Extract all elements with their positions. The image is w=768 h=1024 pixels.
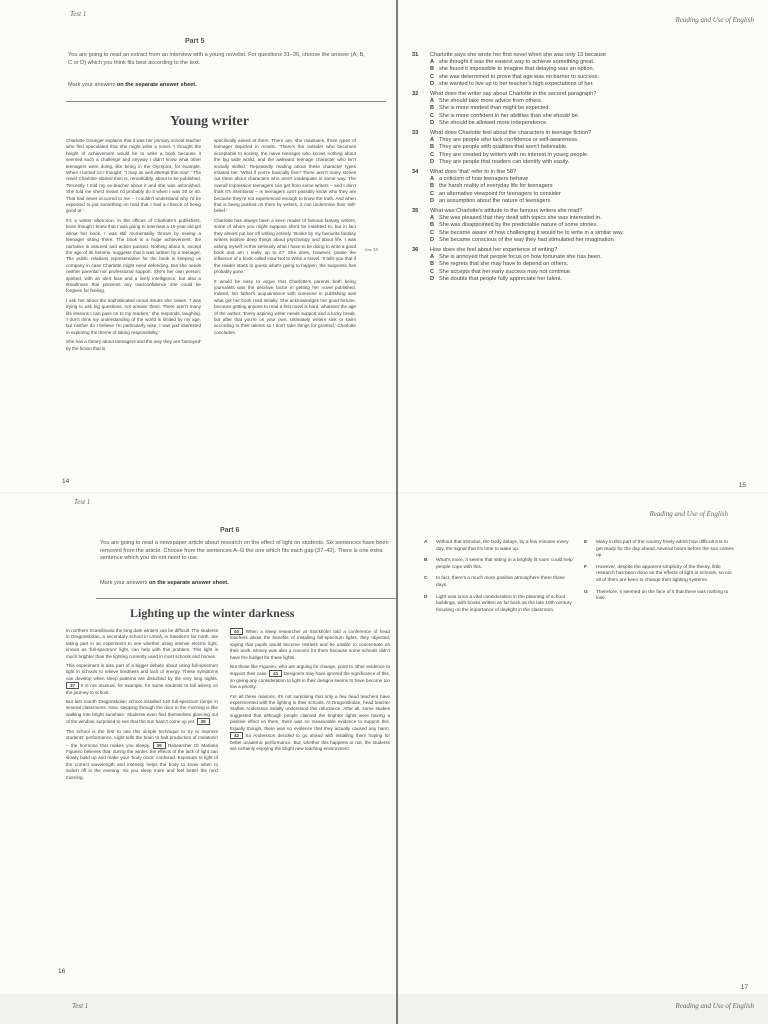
question-stem: What does the writer say about Charlotte in the second paragraph? <box>430 91 597 98</box>
sentence-text: Light was once a vital consideration in the planning of school buildings, with books written as far back as the late 19th century focusing on the importance of daylight in the classroom. <box>436 594 572 613</box>
sentence-text: Therefore, it seemed on the face of it that there was nothing to lose. <box>596 589 729 602</box>
page-14 <box>0 0 396 492</box>
paragraph: It would be easy to argue that Charlotte's parents both being journalists was the decisive factor in getting her novel published. Indeed, her father's acquaintance with someone in publishing was what got her book read initially. She acknowledges her good fortune, because getting anyone to read a first novel is hard, whatever the age of the author. 'Every aspiring writer needs support and a lucky break, but after that you're on your own. Ultimately writers sink or swim according to their talents so I don't take things for granted,' Charlotte concludes. <box>214 278 356 335</box>
option-text: She regrets that she may have to depend on others. <box>439 261 569 268</box>
gap-40[interactable]: 40 <box>230 628 243 635</box>
option-letter: B <box>430 183 435 190</box>
option[interactable] <box>412 198 752 205</box>
divider <box>66 101 386 102</box>
option[interactable] <box>412 98 752 105</box>
paragraph-text: So Andersson decided to go ahead with installing them hoping for better academic performance. But, whether this happens or not, the students are certainly enjoying the bright new teaching environment. <box>230 733 391 751</box>
option[interactable] <box>412 66 752 73</box>
paragraph: I ask her about the sophisticated moral issues she raises. 'I was trying to ask big questions, not answer them. There aren't many life lessons I can pass on to my readers,' she responds, laughing. 'I don't think my understanding of the world is limited by my age, but neither do I believe I'm particularly wise. I was just interested in exploring the theme of taking responsibility.' <box>66 297 201 335</box>
paragraph: In northern Scandinavia the long dark winters can be difficult. The students in Dragonskolan, a secondary school in Umeå, in Sweden's far north, are taking part in an experiment to see whether using intense electric light, known as 'full-spectrum' light, can help with this problem. This light is much brighter than the lighting currently used in most schools and homes. <box>66 628 218 659</box>
gap-39[interactable]: 39 <box>153 742 166 749</box>
option-text: They are people who lack confidence or self-awareness. <box>439 137 579 144</box>
page-number: 17 <box>740 984 748 991</box>
sentence-g <box>584 590 734 603</box>
option[interactable] <box>412 230 752 237</box>
option[interactable] <box>412 144 752 151</box>
part-title: Part 6 <box>220 527 240 534</box>
sentence-f <box>584 565 734 585</box>
question-stem: What does Charlotte feel about the characters in teenage fiction? <box>430 130 592 137</box>
option[interactable] <box>412 269 752 276</box>
sentence-text: Without that stimulus, the body delays, by a few minutes every day, the signal that it's time to wake up. <box>436 540 569 552</box>
option-letter: D <box>430 197 435 204</box>
question-number: 34 <box>412 169 419 176</box>
option-text: She became aware of how challenging it would be to write in a similar way. <box>439 229 624 236</box>
option[interactable] <box>412 276 752 283</box>
option[interactable] <box>412 191 752 198</box>
option-text: an assumption about the nature of teenagers <box>439 197 551 204</box>
option-letter: D <box>430 119 435 126</box>
option-text: she thought it was the easiest way to achieve something great. <box>439 59 595 66</box>
article-column-1 <box>66 628 218 784</box>
question-stem: What was Charlotte's attitude to the famous writers she read? <box>430 208 583 215</box>
paragraph-text: But last month Dragonskolan school installed 140 full-spectrum lamps in several classrooms. Now, stepping through the door in the morning is like walking into bright sunshine. Students even find themselves glancing out of the window, surprised to see that the sun hasn't come up yet. <box>66 699 218 725</box>
option-letter: C <box>430 151 435 158</box>
question-stem: How does she feel about her experience of writing? <box>430 247 558 254</box>
sentence-letter: E <box>584 540 588 545</box>
sentence-text: Many in this part of the country freely admit how difficult it is to get ready for the day ahead, several hours before the sun comes up. <box>596 540 734 559</box>
page-17 <box>398 494 768 994</box>
paragraph: She has a theory about teenagers and the way they are 'betrayed' by the fiction that is <box>66 339 201 351</box>
answer-note-bold: on the separate answer sheet. <box>148 580 229 586</box>
question-33 <box>412 130 752 166</box>
answer-note <box>100 580 394 588</box>
sentence-text: However, despite the apparent simplicity of the theory, little research has been done on the effects of light in schools, so not all of them are keen to change their lighting systems. <box>596 564 732 583</box>
question-number: 36 <box>412 247 419 254</box>
sentence-letter: C <box>424 576 428 582</box>
option-text: She was disappointed by the predictable nature of some stories. <box>439 222 598 229</box>
sentence-letter: D <box>424 594 428 600</box>
option[interactable] <box>412 59 752 66</box>
article-title: Lighting up the winter darkness <box>130 606 295 620</box>
option-letter: C <box>430 190 435 197</box>
option-text: She was pleased that they dealt with topics she was interested in. <box>439 215 602 222</box>
option-text: she was determined to prove that age was no barrier to success. <box>439 73 600 80</box>
question-36 <box>412 247 752 283</box>
option-letter: D <box>430 158 435 165</box>
sentence-list-right <box>584 540 734 608</box>
option-letter: C <box>430 268 435 275</box>
page-number: 16 <box>58 968 66 975</box>
article-column-2 <box>214 138 356 339</box>
question-stem: Charlotte says she wrote her first novel when she was only 13 because <box>430 52 606 58</box>
sentence-d <box>424 595 576 615</box>
option-letter: A <box>430 59 435 66</box>
paragraph <box>230 664 390 691</box>
book-spine <box>396 0 398 1024</box>
option[interactable] <box>412 113 752 120</box>
option[interactable] <box>412 120 752 127</box>
running-header: Test 1 <box>70 10 87 18</box>
option-letter: A <box>430 215 435 222</box>
question-list <box>412 52 752 286</box>
answer-note-text: Mark your answers <box>100 580 149 586</box>
paragraph-text: This experiment is also part of a bigger debate about using full-spectrum light in schools to relieve tiredness and lack of energy. These symptoms can develop when sleep patterns are disturbed by the very long nights. <box>66 663 218 681</box>
paragraph-text: Researcher Dr Mariana Figueiro believes that, during the winter, the effects of the lack of light can slowly build up and make your 'body clock' confused. Exposure to light of the correct wavelength and intensity helps the body to know when to switch off in the evening. So you sleep more and feel better the next morning. <box>66 742 219 780</box>
running-header: Reading and Use of English <box>649 510 728 518</box>
question-32 <box>412 91 752 127</box>
option-text: She doubts that people fully appreciate her talent. <box>439 275 563 282</box>
paragraph <box>66 729 218 781</box>
option[interactable] <box>412 81 752 88</box>
sentence-list-left <box>424 540 576 619</box>
running-header: Test 1 <box>72 1002 89 1010</box>
article-column-1 <box>66 138 201 355</box>
option[interactable] <box>412 137 752 144</box>
instructions: You are going to read a newspaper article about research on the effect of light on students. Six sentences have been removed from the article. Choose from the sentences A–G the one which fits each gap (37–42). There is one extra sentence which you do not need to use. <box>100 540 389 562</box>
option-text: She is annoyed that people focus on how fortunate she has been. <box>439 254 602 261</box>
instructions: You are going to read an extract from an interview with a young novelist. For questions 31–36, choose the answer (A, B, C or D) which you think fits best according to the text. <box>68 52 365 66</box>
paragraph-text: But those like Figueiro, who are arguing for change, point to other evidence to support their case. <box>230 664 390 677</box>
option[interactable] <box>412 152 752 159</box>
next-spread-strip <box>0 994 768 1024</box>
running-header: Test 1 <box>74 498 91 506</box>
paragraph: Charlotte has always been a keen reader of famous fantasy writers, some of whom you might suppose she'd be indebted to, but in fact they almost put her off writing entirely. 'Books by my favourite fantasy writers explore deep things about psychology and about life. I was asking myself: is this seriously what I have to be doing to write a good book and am I really up to it?' She does, however, praise the influence of a book called How Not to Write a Novel. 'It tells you that if the reader starts to guess what's going to happen, the suspense has probably gone.' <box>214 217 356 275</box>
line-marker: line 58 <box>365 247 378 252</box>
option-letter: B <box>430 105 435 112</box>
option[interactable] <box>412 261 752 268</box>
option-text: She should take more advice from others. <box>439 98 543 105</box>
page-16 <box>0 494 396 994</box>
option-letter: A <box>430 254 435 261</box>
option-text: She should be allowed more independence. <box>439 119 548 126</box>
question-stem: What does 'that' refer to in line 58? <box>430 169 517 176</box>
paragraph-text: When a sleep researcher at Stockholm told a conference of head teachers about the benefits of installing full-spectrum lights, they objected, saying that pupils would become restless and be unable to concentrate on their work. Money was also a concern for them because some schools didn't have the budget for these lights. <box>230 629 391 660</box>
paragraph-text: For all these reasons, it's not surprising that only a few head teachers have experimented with the lighting in their schools. At Dragonskolan, head teacher Staffan Andersson initially understood this reluctance. After all, some studies suggested that although people claimed the brighter lights were having a positive effect on them, there was no measurable evidence to support this. Equally though, there was no evidence that they actually caused any harm. <box>230 693 390 731</box>
option-letter: A <box>430 137 435 144</box>
article-column-2 <box>230 628 390 755</box>
paragraph: It's a winter afternoon, in the offices of Charlotte's publishers. Even though I knew that I was going to interview a 15-year-old girl about her book, I was still momentarily thrown by seeing a teenager sitting there. The book is a huge achievement: the narrative is assured and action packed. Nothing about it, except the age of its heroine, suggests that it was written by a teenager. The public relations representative for the book is keeping us company in case Charlotte might need defending. But she needs neither parental nor professional support. She's her own person: spirited, with an alert face and a lively intelligence, but also a steadiness that prevents any overconfidence she could be forgiven for feeling. <box>66 217 201 294</box>
option[interactable] <box>412 105 752 112</box>
question-35 <box>412 208 752 244</box>
option-letter: B <box>430 222 435 229</box>
option-letter: D <box>430 236 435 243</box>
option[interactable] <box>412 176 752 183</box>
question-number: 31 <box>412 52 419 58</box>
option-text: an alternative viewpoint for teenagers to consider <box>439 190 561 197</box>
option[interactable] <box>412 183 752 190</box>
sentence-text: In fact, there's a much more positive atmosphere there these days. <box>436 576 565 588</box>
paragraph-text: It is not unusual, for example, for some students to fall asleep on the journey to school. <box>66 683 218 695</box>
running-header: Reading and Use of English <box>675 1002 754 1010</box>
sentence-letter: A <box>424 540 428 545</box>
sentence-b <box>424 558 576 571</box>
option-text: They are people that readers can identify with easily. <box>439 158 570 165</box>
option-letter: D <box>430 275 435 282</box>
question-31 <box>412 52 752 88</box>
option[interactable] <box>412 159 752 166</box>
option[interactable] <box>412 215 752 222</box>
option-letter: C <box>430 229 435 236</box>
question-number: 32 <box>412 91 419 98</box>
option[interactable] <box>412 222 752 229</box>
sentence-a <box>424 540 576 553</box>
option-text: They are created by writers with no interest in young people. <box>439 151 589 158</box>
answer-note-text: Mark your answers <box>68 82 117 88</box>
paragraph <box>230 694 390 753</box>
paragraph <box>230 628 390 661</box>
sentence-letter: G <box>584 589 588 595</box>
option-letter: A <box>430 98 435 105</box>
divider <box>96 598 396 599</box>
sentence-text: What's more, it seems that sitting in a brightly lit room could help people cope with this. <box>436 558 573 570</box>
option-letter: B <box>430 261 435 268</box>
gap-38[interactable]: 38 <box>197 718 210 725</box>
option-text: She became conscious of the way they had stimulated her imagination. <box>439 236 616 243</box>
option-letter: B <box>430 144 435 151</box>
gap-41[interactable]: 41 <box>269 670 282 677</box>
option-letter: A <box>430 176 435 183</box>
option[interactable] <box>412 74 752 81</box>
paragraph-text: Designers may have ignored the significance of this, so giving any consideration to light in their designs seems to have become too low a priority. <box>230 671 390 690</box>
option[interactable] <box>412 254 752 261</box>
sentence-e <box>584 540 734 560</box>
paragraph <box>66 663 218 696</box>
option-text: She is more confident in her abilities than she should be. <box>439 112 580 119</box>
option-text: she found it impossible to imagine that delaying was an option. <box>439 66 595 73</box>
option-text: They are people with qualities that aren't believable. <box>439 144 568 151</box>
page-15 <box>398 0 768 492</box>
option-letter: D <box>430 80 435 87</box>
option-letter: B <box>430 66 435 73</box>
paragraph: specifically aimed at them. There are, she maintains, three types of teenager depicted in novels. 'There's the outsider who becomes acceptable to society, the naive teenager who knows nothing about the big wide world, and the awkward teenage character who isn't socially skilled.' Repeatedly reading about these character types irritated her. 'What if you're basically fine? There aren't many stories out there about characters who aren't inadequate in some way. The overall impression teenagers can get from some writers – and I don't think it's intentional – is teenagers can't possibly know who they are because they're not experienced enough to know the truth. And when that is being pushed on them by writers, it can undermine their self-belief.' <box>214 138 356 214</box>
paragraph: Charlotte Grainger explains that it was her primary school teacher who first speculated that she might write a novel. 'I thought the height of achievement would be to write a book because it seemed such a challenge and anyway I didn't know what other teenagers were doing, like being in the Olympics, for example. When I turned 13 I thought: "I may as well attempt this now".' The novel Charlotte started then is, remarkably, about to be published. 'Recently I told my ex-teacher about it and she was astonished. She told me she'd meant I'd probably do it when I was 30 or 40. That had never occurred to me – I couldn't understand why I'd be expected to put something on hold that I had a chance of being good at.' <box>66 138 201 214</box>
option-text: the harsh reality of everyday life for teenagers <box>439 183 553 190</box>
option-letter: C <box>430 73 435 80</box>
part-title: Part 5 <box>185 38 205 45</box>
page-number: 15 <box>738 482 746 489</box>
option-text: She accepts that her early success may not continue. <box>439 268 572 275</box>
answer-note <box>68 82 368 90</box>
sentence-letter: B <box>424 558 428 564</box>
paragraph <box>66 699 218 726</box>
sentence-letter: F <box>584 564 587 570</box>
sentence-c <box>424 576 576 589</box>
question-number: 35 <box>412 208 419 215</box>
option[interactable] <box>412 237 752 244</box>
option-text: She is more modest than might be expected. <box>439 105 551 112</box>
gap-37[interactable]: 37 <box>66 682 79 689</box>
option-text: a criticism of how teenagers behave <box>439 176 529 183</box>
question-number: 33 <box>412 130 419 137</box>
article-title: Young writer <box>170 114 249 129</box>
answer-note-bold: on the separate answer sheet. <box>116 82 197 88</box>
option-letter: C <box>430 112 435 119</box>
question-34 <box>412 169 752 205</box>
paragraph-text: The school is the first to use this simple technique to try to improve students' performance. Light tells the brain to halt production of melatonin – the hormone that makes you sleepy. <box>66 728 218 748</box>
running-header: Reading and Use of English <box>675 16 754 24</box>
page-number: 14 <box>62 478 70 485</box>
option-text: she wanted to live up to her teacher's high expectations of her. <box>439 80 594 87</box>
gap-42[interactable]: 42 <box>230 732 243 739</box>
